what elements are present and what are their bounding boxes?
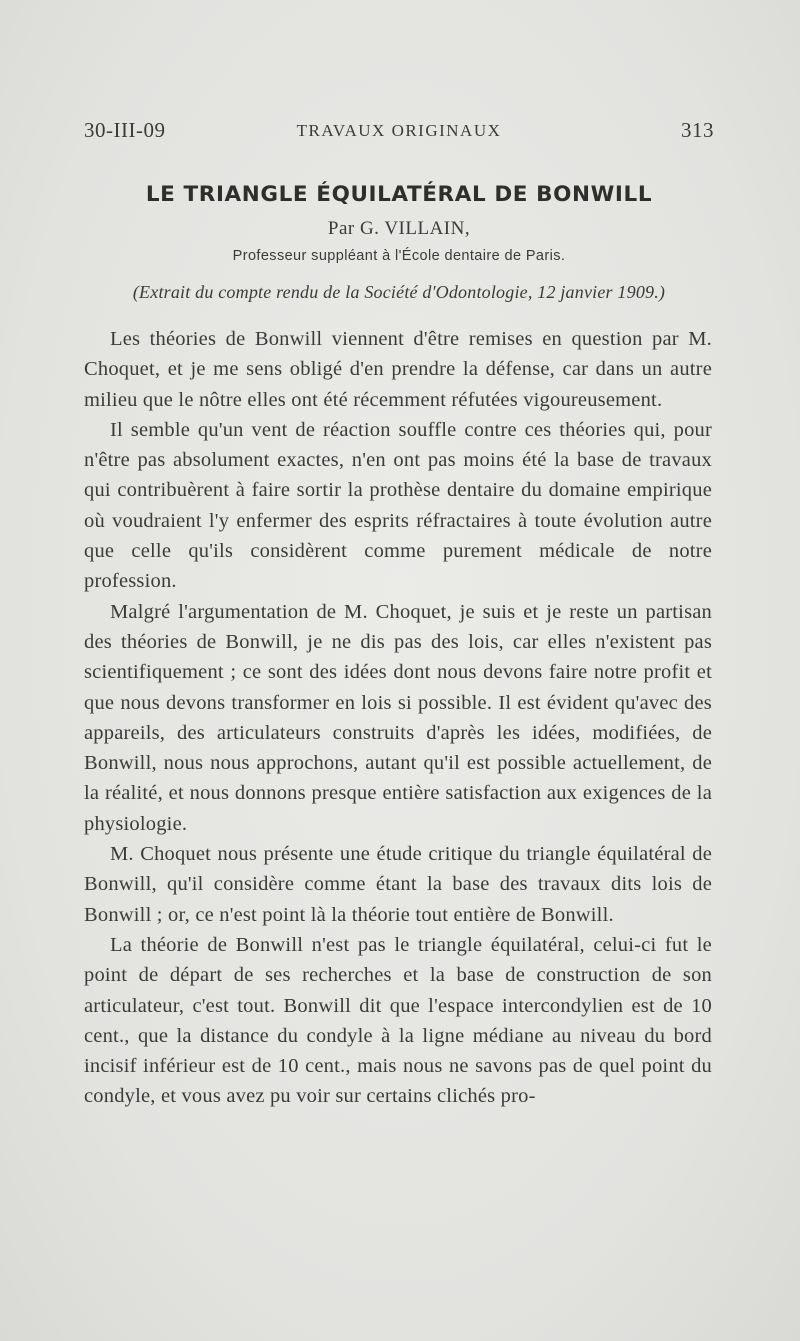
article-byline: Par G. VILLAIN, xyxy=(327,218,471,239)
page-number: 313 xyxy=(681,118,714,142)
paragraph: Il semble qu'un vent de réaction souffle contre ces théories qui, pour n'être pas absolument exactes, n'en ont pas moins été la base de travaux qui contribuèrent à faire sortir la prothèse dentaire du domaine empirique où voudraient l'y enfermer des esprits réfractaires à toute évolution autre que celle qu'ils considèrent comme purement médicale de notre profession. xyxy=(84,418,712,593)
author-affiliation: Professeur suppléant à l'École dentaire de Paris. xyxy=(232,248,566,264)
article-title: LE TRIANGLE ÉQUILATÉRAL DE BONWILL xyxy=(145,182,653,207)
running-header xyxy=(84,118,714,148)
article-body xyxy=(84,324,712,1112)
header-date: 30-III-09 xyxy=(84,118,166,142)
paragraph: Les théories de Bonwill viennent d'être remises en question par M. Choquet, et je me sens obligé d'en prendre la défense, car dans un autre milieu que le nôtre elles ont été récemment réfutées vigoureusement. xyxy=(84,328,712,411)
paragraph: La théorie de Bonwill n'est pas le triangle équilatéral, celui-ci fut le point de départ de ses recherches et la base de construction de son articulateur, c'est tout. Bonwill dit que l'espace intercondylien est de 10 cent., que la distance du condyle à la ligne médiane au niveau du bord incisif inférieur est de 10 cent., mais nous ne savons pas de quel point du condyle, et vous avez pu voir sur certains clichés pro- xyxy=(84,933,712,1108)
paragraph: M. Choquet nous présente une étude critique du triangle équilatéral de Bonwill, qu'il considère comme étant la base des travaux dits lois de Bonwill ; or, ce n'est point là la théorie tout entière de Bonwill. xyxy=(84,843,712,926)
paragraph: Malgré l'argumentation de M. Choquet, je suis et je reste un partisan des théories de Bonwill, je ne dis pas des lois, car elles n'existent pas scientifiquement ; ce sont des idées dont nous devons faire notre profit et que nous devons transformer en lois si possible. Il est évident qu'avec des appareils, des articulateurs construits d'après les idées, modifiées, de Bonwill, nous nous approchons, autant qu'il est possible actuellement, de la réalité, et nous donnons presque entière satisfaction aux exigences de la physiologie. xyxy=(84,600,712,835)
header-section: TRAVAUX ORIGINAUX xyxy=(296,121,502,140)
source-note: (Extrait du compte rendu de la Société d'Odontologie, 12 janvier 1909.) xyxy=(132,282,666,302)
